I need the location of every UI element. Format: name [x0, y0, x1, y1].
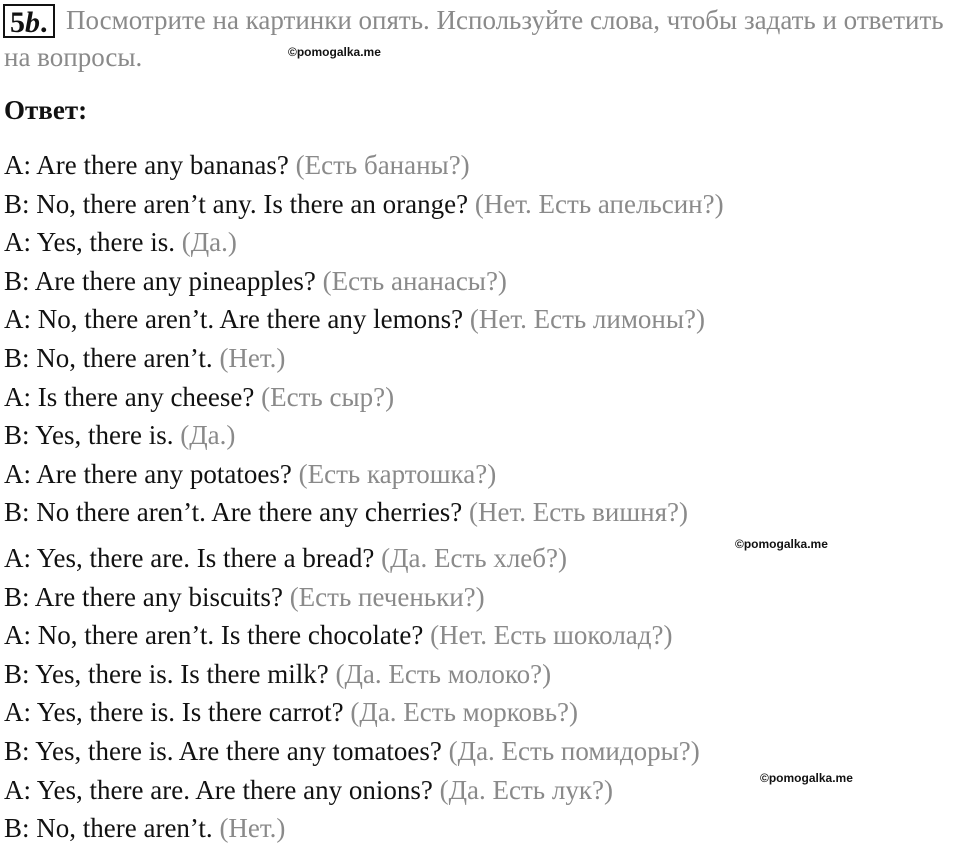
- russian-translation: (Нет. Есть лимоны?): [469, 304, 705, 335]
- dialogue-list: [4, 146, 960, 848]
- english-phrase: B: Yes, there is. Is there milk?: [4, 658, 329, 689]
- task-letter: b: [25, 6, 40, 39]
- task-number: 5: [10, 6, 25, 39]
- russian-translation: (Да. Есть помидоры?): [448, 735, 700, 766]
- dialogue-line: [4, 809, 960, 848]
- english-phrase: A: No, there aren’t. Is there chocolate?: [4, 620, 424, 651]
- russian-translation: (Нет.): [219, 342, 286, 373]
- english-phrase: B: No, there aren’t.: [4, 342, 213, 373]
- russian-translation: (Есть печеньки?): [289, 581, 485, 612]
- dialogue-line: [4, 693, 960, 732]
- russian-translation: (Да. Есть молоко?): [335, 658, 552, 689]
- english-phrase: B: Yes, there is.: [4, 420, 174, 451]
- english-phrase: A: Yes, there are. Are there any onions?: [4, 774, 433, 805]
- english-phrase: A: Yes, there are. Is there a bread?: [4, 542, 375, 573]
- answer-heading: Ответ:: [4, 95, 88, 125]
- russian-translation: (Да.): [181, 227, 237, 258]
- english-phrase: A: Are there any potatoes?: [4, 458, 292, 489]
- task-dot: .: [40, 6, 48, 39]
- english-phrase: A: Are there any bananas?: [4, 150, 289, 180]
- english-phrase: B: Are there any pineapples?: [4, 265, 316, 296]
- task-number-badge: [3, 4, 55, 38]
- dialogue-line: [4, 300, 960, 339]
- russian-translation: (Есть сыр?): [261, 381, 395, 412]
- english-phrase: B: No, there aren’t any. Is there an orange?: [4, 188, 469, 219]
- dialogue-line: [4, 416, 960, 455]
- russian-translation: (Да. Есть морковь?): [350, 697, 579, 728]
- english-phrase: B: No, there aren’t.: [4, 813, 213, 844]
- russian-translation: (Да. Есть лук?): [439, 774, 613, 805]
- russian-translation: (Нет. Есть вишня?): [469, 497, 688, 528]
- english-phrase: A: Yes, there is. Is there carrot?: [4, 697, 344, 728]
- dialogue-line: [4, 732, 960, 771]
- dialogue-line: [4, 455, 960, 494]
- dialogue-line: [4, 655, 960, 694]
- dialogue-line: [4, 146, 960, 185]
- english-phrase: A: Is there any cheese?: [4, 381, 255, 412]
- watermark: ©pomogalka.me: [760, 771, 853, 785]
- watermark: ©pomogalka.me: [288, 45, 381, 59]
- russian-translation: (Есть ананасы?): [322, 265, 507, 296]
- dialogue-line: [4, 578, 960, 617]
- dialogue-line: [4, 378, 960, 417]
- dialogue-line: [4, 339, 960, 378]
- russian-translation: (Есть картошка?): [298, 458, 497, 489]
- dialogue-line: [4, 223, 960, 262]
- russian-translation: (Нет.): [219, 813, 286, 844]
- english-phrase: A: Yes, there is.: [4, 227, 176, 258]
- dialogue-line: [4, 493, 960, 532]
- task-instruction: Посмотрите на картинки опять. Используйте слова, чтобы задать и ответить на вопросы.: [4, 5, 944, 72]
- russian-translation: (Да.): [180, 420, 236, 451]
- watermark: ©pomogalka.me: [735, 537, 828, 551]
- russian-translation: (Да. Есть хлеб?): [381, 542, 567, 573]
- dialogue-line: [4, 262, 960, 301]
- english-phrase: B: Are there any biscuits?: [4, 581, 283, 612]
- dialogue-line: [4, 616, 960, 655]
- english-phrase: B: No there aren’t. Are there any cherries?: [4, 497, 463, 528]
- russian-translation: (Есть бананы?): [295, 150, 470, 180]
- russian-translation: (Нет. Есть шоколад?): [430, 620, 673, 651]
- russian-translation: (Нет. Есть апельсин?): [474, 188, 724, 219]
- english-phrase: B: Yes, there is. Are there any tomatoes?: [4, 735, 442, 766]
- english-phrase: A: No, there aren’t. Are there any lemons?: [4, 304, 464, 335]
- dialogue-line: [4, 185, 960, 224]
